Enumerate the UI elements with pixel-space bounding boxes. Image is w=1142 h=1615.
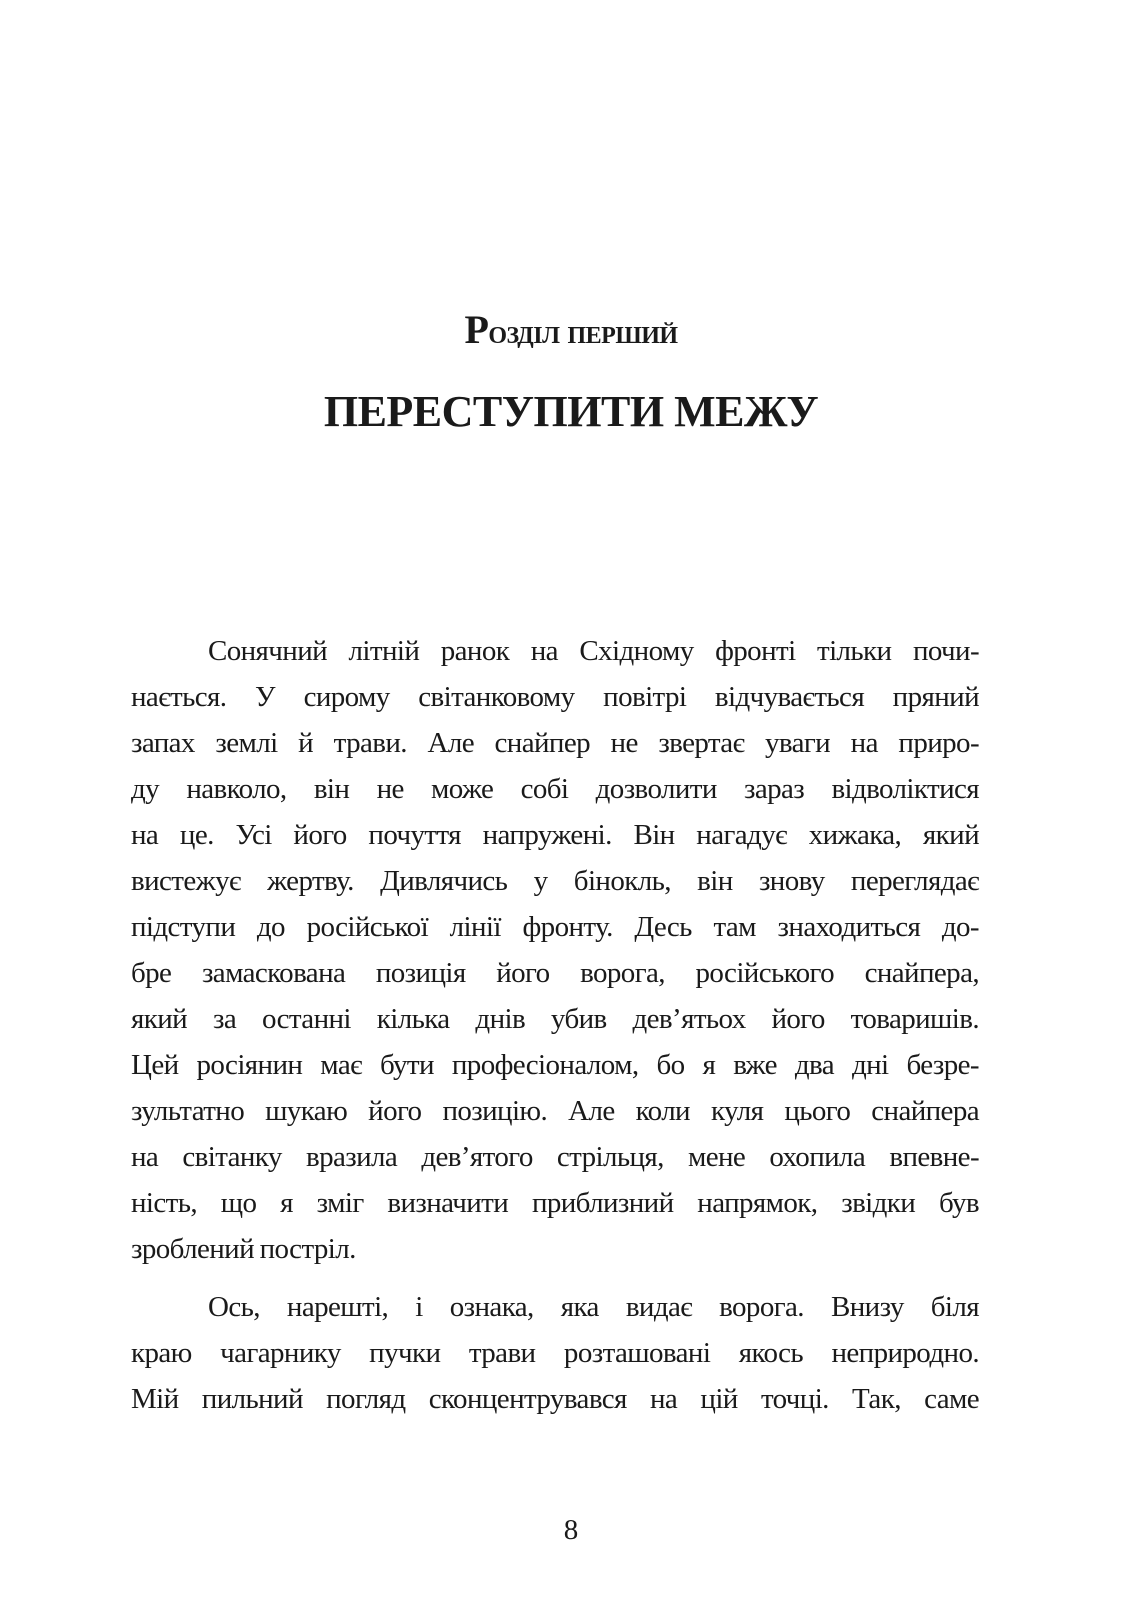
text-line: на це. Усі його почуття напружені. Він нагадує хижака, який xyxy=(131,819,979,851)
text-line: нається. У сирому світанковому повітрі відчувається пряний xyxy=(131,681,979,713)
text-line: який за останні кілька днів убив дев’ятьох його товаришів. xyxy=(131,1003,979,1035)
chapter-heading-initial: Р xyxy=(464,307,489,352)
text-line: Ось, нарешті, і ознака, яка видає ворога. Внизу біля xyxy=(208,1291,979,1323)
text-line: підступи до російської лінії фронту. Десь там знаходиться до- xyxy=(131,911,979,943)
text-line: Сонячний літній ранок на Східному фронті тільки почи- xyxy=(208,635,979,667)
text-line: зроблений постріл. xyxy=(131,1233,356,1265)
text-line: ду навколо, він не може собі дозволити зараз відволіктися xyxy=(131,773,979,805)
text-line: бре замаскована позиція його ворога, російського снайпера, xyxy=(131,957,979,989)
text-line: вистежує жертву. Дивлячись у бінокль, він знову переглядає xyxy=(131,865,979,897)
page-number: 8 xyxy=(563,1514,579,1546)
paragraph-1 xyxy=(131,628,979,1272)
text-line: на світанку вразила дев’ятого стрільця, мене охопила впевне- xyxy=(131,1141,979,1173)
text-line: зультатно шукаю його позицію. Але коли куля цього снайпера xyxy=(131,1095,979,1127)
text-line: ність, що я зміг визначити приблизний напрямок, звідки був xyxy=(131,1187,979,1219)
text-line: Мій пильний погляд сконцентрувався на цій точці. Так, саме xyxy=(131,1383,979,1415)
chapter-title: ПЕРЕСТУПИТИ МЕЖУ xyxy=(323,387,819,436)
chapter-heading-rest: озділ перший xyxy=(488,314,678,351)
text-line: краю чагарнику пучки трави розташовані якось неприродно. xyxy=(131,1337,979,1369)
text-line: Цей росіянин має бути професіоналом, бо я вже два дні безре- xyxy=(131,1049,979,1081)
text-line: запах землі й трави. Але снайпер не звертає уваги на приро- xyxy=(131,727,979,759)
chapter-heading xyxy=(0,306,1142,353)
paragraph-2 xyxy=(131,1284,979,1422)
